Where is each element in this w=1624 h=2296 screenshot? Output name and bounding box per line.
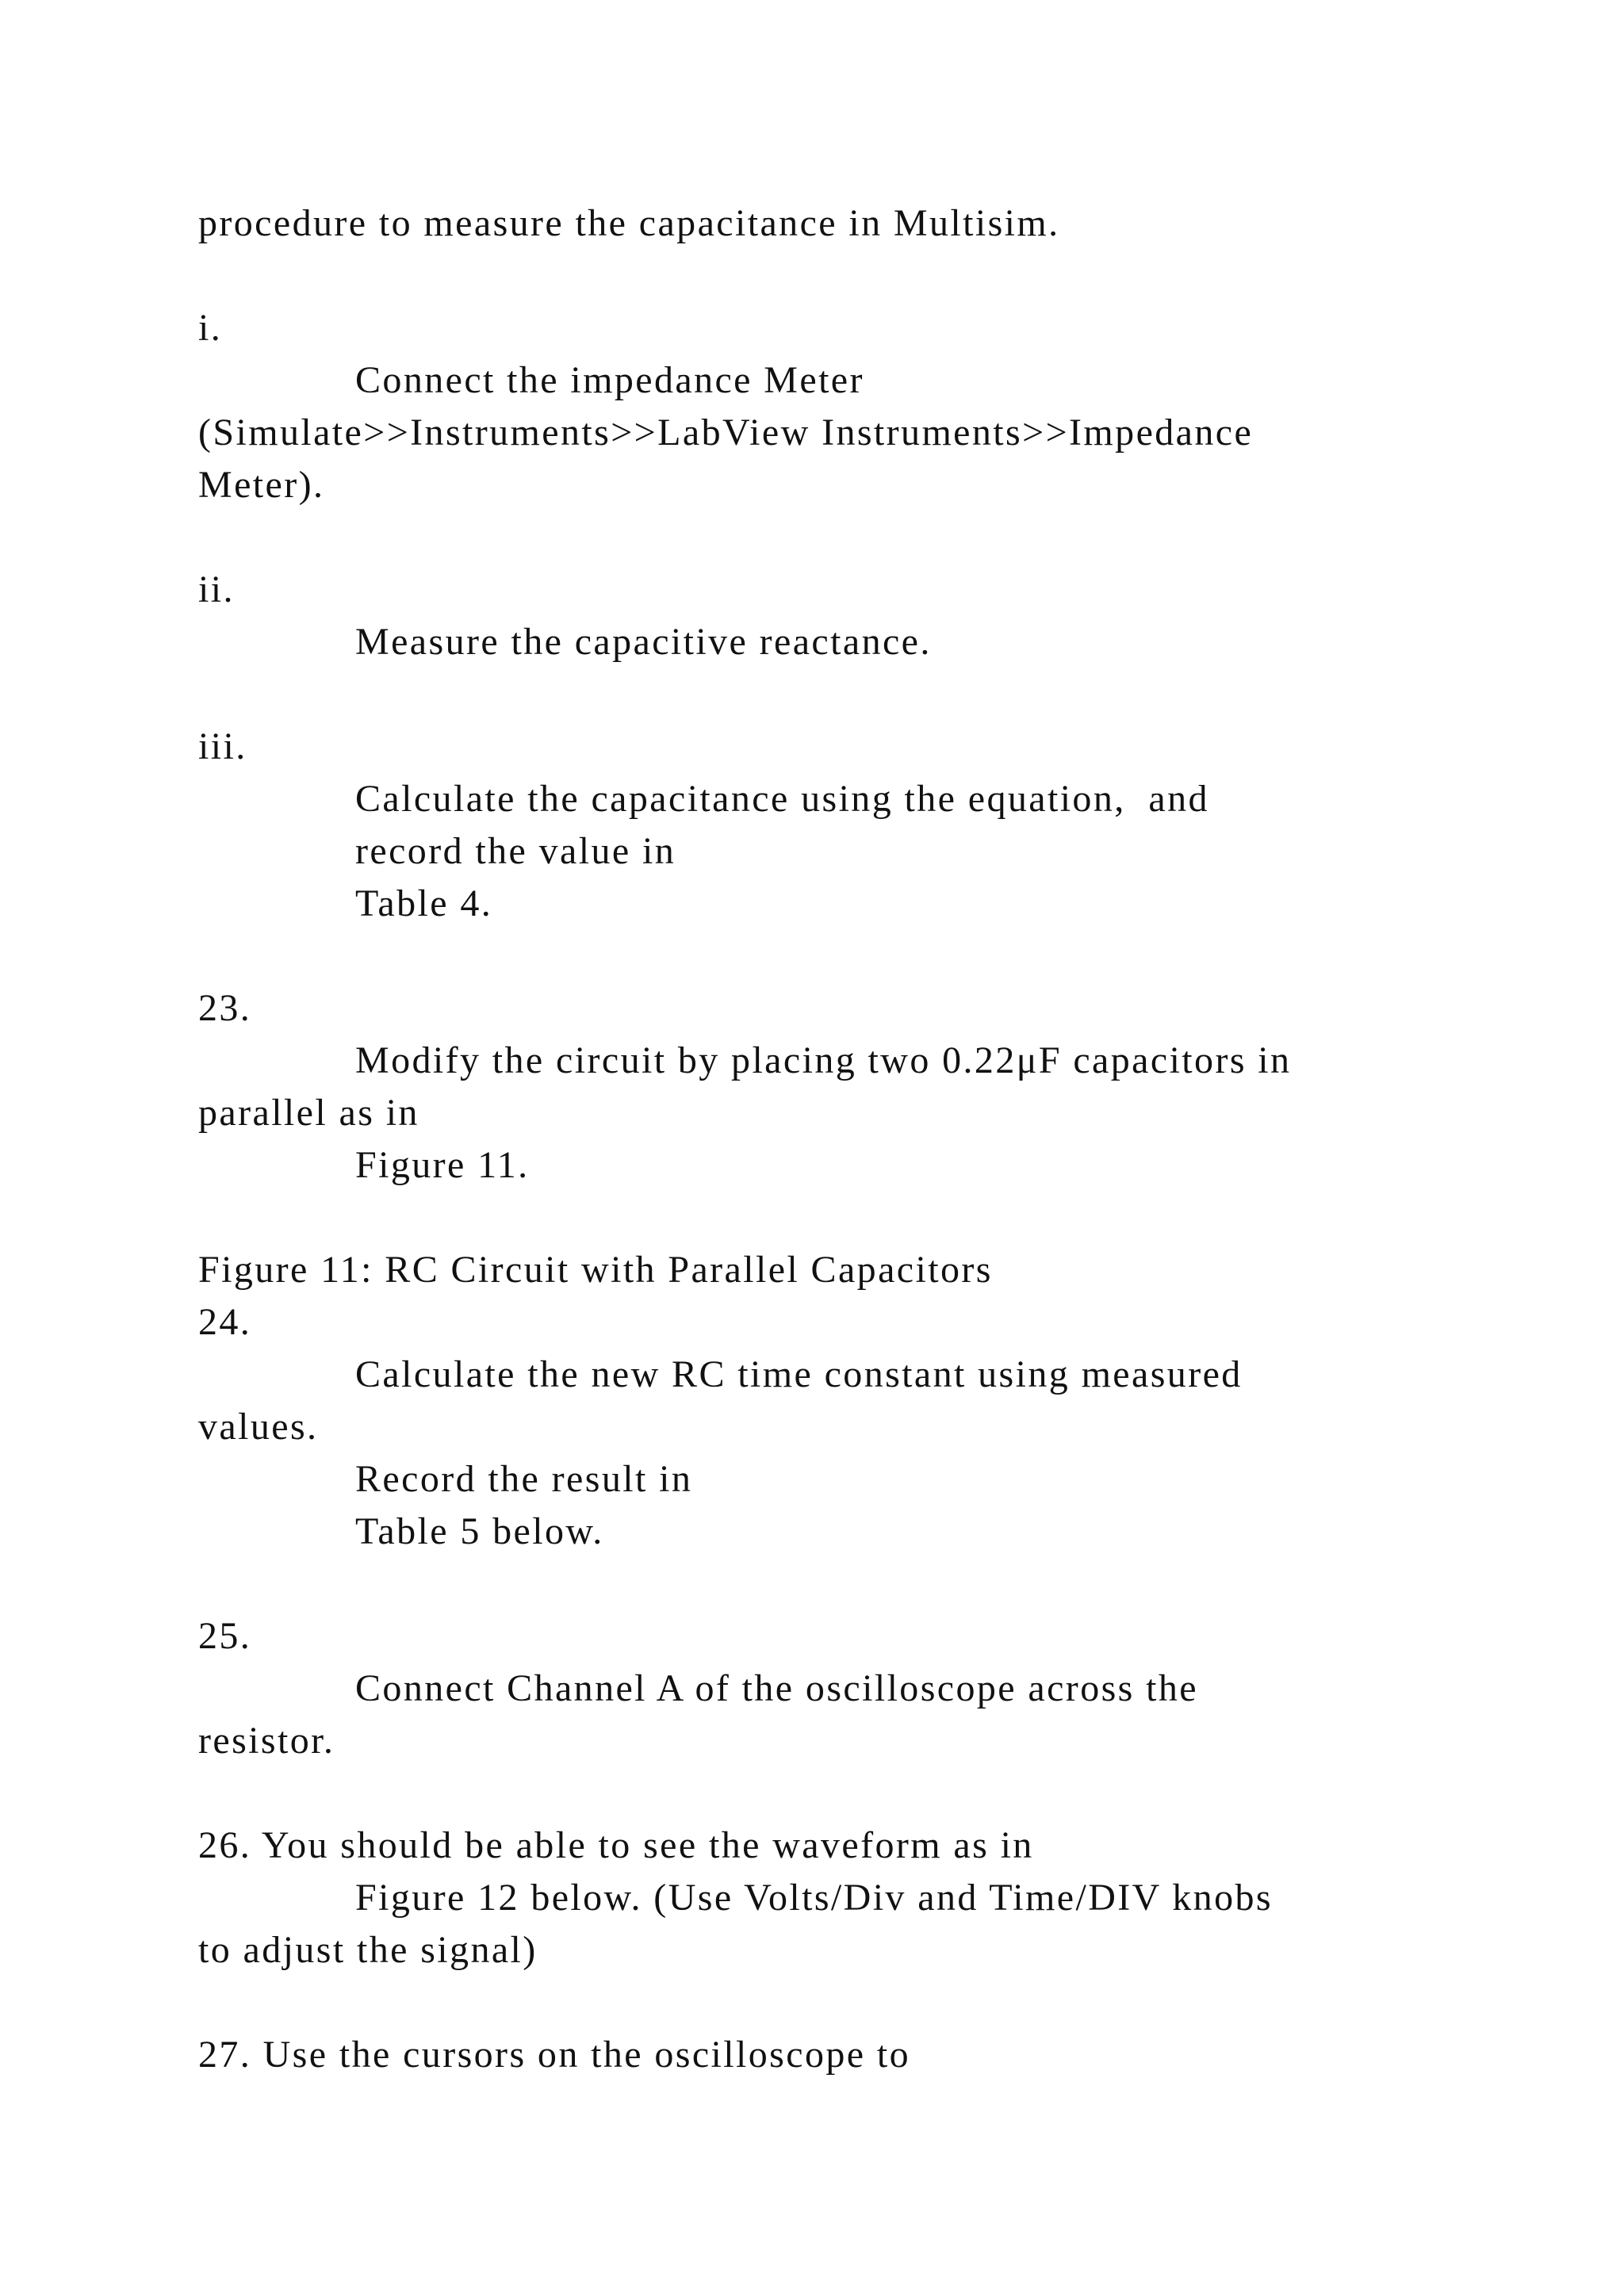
step-24-table-ref: Table 5 below. <box>355 1510 604 1552</box>
step-25-text-continued: resistor. <box>198 1720 335 1762</box>
step-24-marker: 24. <box>198 1301 252 1343</box>
step-i-text: Connect the impedance Meter <box>355 359 864 401</box>
step-26-text-end: to adjust the signal) <box>198 1929 538 1971</box>
step-iii-text: Calculate the capacitance using the equation, and <box>355 778 1209 820</box>
step-24-text-continued: values. <box>198 1406 319 1448</box>
intro-text: procedure to measure the capacitance in Multisim. <box>198 202 1060 244</box>
step-26-figure-ref: Figure 12 below. (Use Volts/Div and Time/DIV knobs <box>355 1877 1273 1919</box>
step-ii-marker: ii. <box>198 568 235 610</box>
step-i-text-continued: (Simulate>>Instruments>>LabView Instruments>>Impedance <box>198 411 1254 453</box>
step-ii-text: Measure the capacitive reactance. <box>355 621 932 663</box>
step-iii-table-ref: Table 4. <box>355 882 493 924</box>
step-25-text: Connect Channel A of the oscilloscope across the <box>355 1667 1198 1709</box>
step-26-text: 26. You should be able to see the waveform as in <box>198 1824 1034 1866</box>
step-23-text-continued: parallel as in <box>198 1092 419 1134</box>
figure-11-caption: Figure 11: RC Circuit with Parallel Capacitors <box>198 1249 993 1291</box>
step-27-text: 27. Use the cursors on the oscilloscope to <box>198 2034 910 2076</box>
step-23-text: Modify the circuit by placing two 0.22μF capacitors in <box>355 1039 1292 1081</box>
step-23-figure-ref: Figure 11. <box>355 1144 530 1186</box>
step-i-text-end: Meter). <box>198 464 325 506</box>
step-25-marker: 25. <box>198 1615 252 1657</box>
step-24-text: Calculate the new RC time constant using measured <box>355 1353 1243 1395</box>
step-iii-marker: iii. <box>198 725 247 767</box>
step-23-marker: 23. <box>198 987 252 1029</box>
step-iii-text-continued: record the value in <box>355 830 676 872</box>
step-24-record-text: Record the result in <box>355 1458 693 1500</box>
step-i-marker: i. <box>198 307 223 349</box>
